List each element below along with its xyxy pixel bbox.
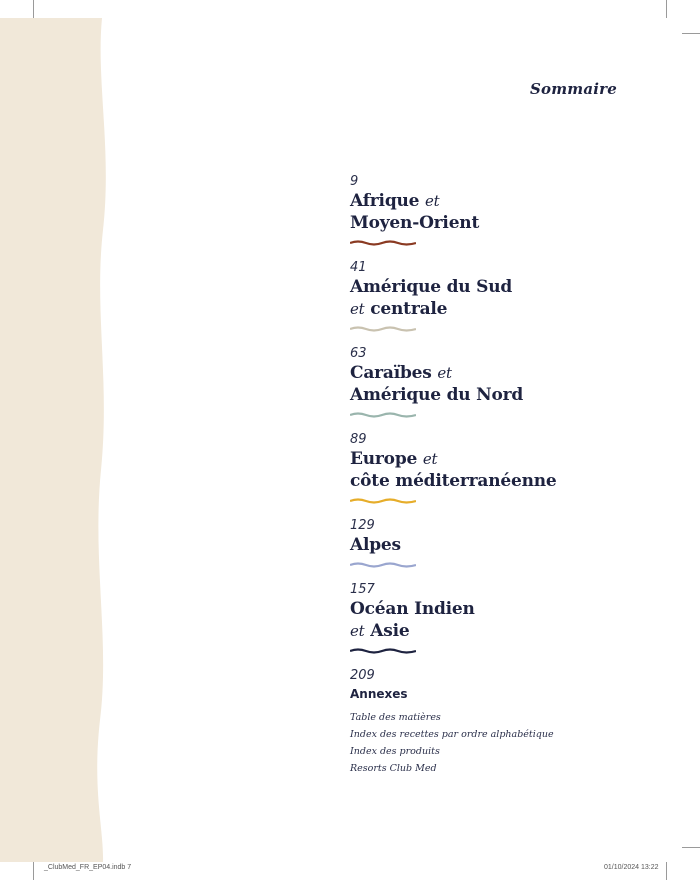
- page-title: Sommaire: [529, 80, 617, 98]
- toc-rule: [350, 562, 416, 568]
- annex-item[interactable]: Resorts Club Med: [350, 763, 437, 774]
- toc-page-number: 157: [350, 582, 375, 597]
- toc-heading: Alpes: [350, 535, 401, 555]
- toc-page-number: 89: [350, 432, 367, 447]
- toc-entry-alpes[interactable]: [350, 518, 670, 582]
- toc-page-number: 129: [350, 518, 375, 533]
- toc-heading: Europe et côte méditerranéenne: [350, 449, 557, 491]
- toc-entry-europe[interactable]: [350, 432, 670, 518]
- toc-rule: [350, 240, 416, 246]
- toc-entry-ocean-indien[interactable]: [350, 582, 670, 668]
- crop-mark: [666, 862, 667, 880]
- crop-mark: [682, 847, 700, 848]
- crop-mark: [666, 0, 667, 18]
- toc-heading: Afrique et Moyen-Orient: [350, 191, 480, 233]
- toc-entry-annexes[interactable]: [350, 668, 670, 777]
- crop-mark: [682, 33, 700, 34]
- toc-heading: Amérique du Sud et centrale: [350, 277, 513, 319]
- annex-item[interactable]: Table des matières: [350, 712, 441, 723]
- toc-entry-afrique[interactable]: [350, 174, 670, 260]
- toc-entry-amerique-sud[interactable]: [350, 260, 670, 346]
- toc-page-number: 209: [350, 668, 375, 683]
- print-slug-right: 01/10/2024 13:22: [604, 864, 659, 871]
- toc-page-number: 9: [350, 174, 359, 189]
- toc-rule: [350, 648, 416, 654]
- toc-page-number: 41: [350, 260, 367, 275]
- print-slug-left: _ClubMed_FR_EP04.indb 7: [44, 864, 132, 871]
- toc-rule: [350, 326, 416, 332]
- wave-band-shape: [0, 18, 106, 862]
- annex-item[interactable]: Index des produits: [350, 746, 440, 757]
- table-of-contents: [350, 174, 670, 777]
- toc-heading: Océan Indien et Asie: [350, 599, 475, 641]
- annexes-title: Annexes: [350, 687, 408, 701]
- toc-heading: Caraïbes et Amérique du Nord: [350, 363, 524, 405]
- toc-entry-caraibes[interactable]: [350, 346, 670, 432]
- toc-rule: [350, 498, 416, 504]
- toc-page-number: 63: [350, 346, 367, 361]
- decorative-wave-band: [0, 0, 130, 880]
- toc-rule: [350, 412, 416, 418]
- annex-item[interactable]: Index des recettes par ordre alphabétique: [350, 729, 554, 740]
